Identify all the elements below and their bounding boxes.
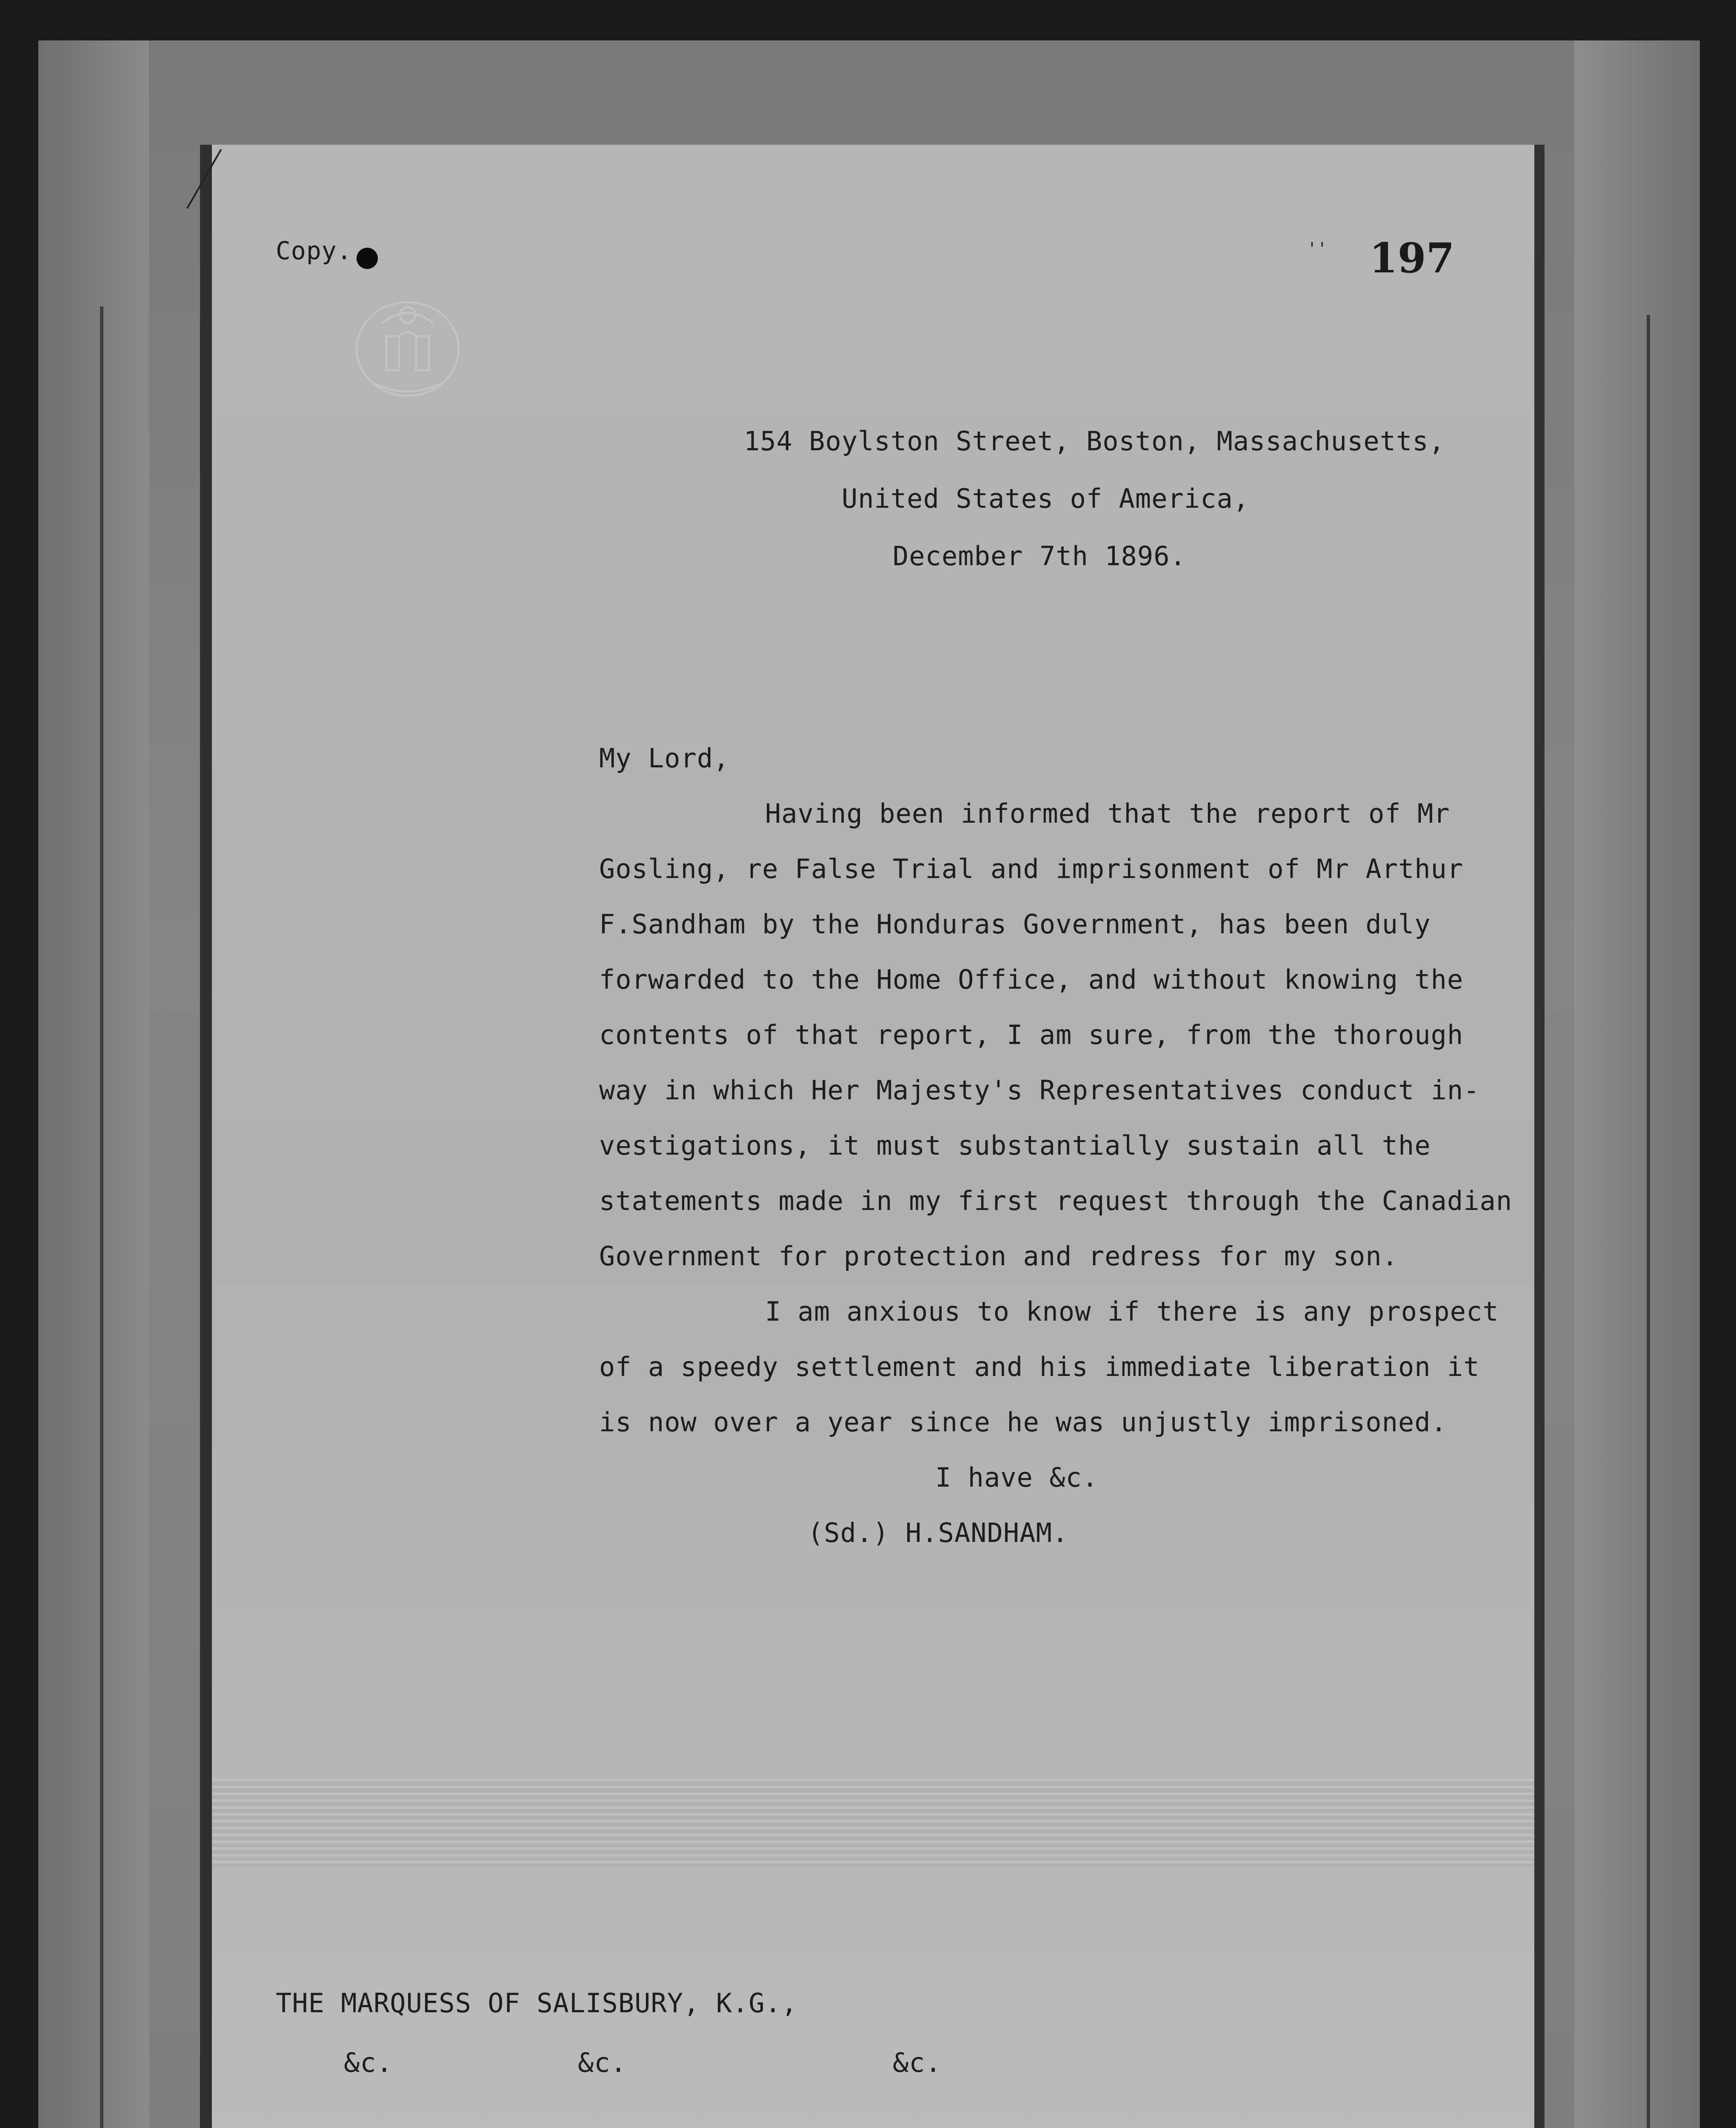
- signature: (Sd.) H.SANDHAM.: [808, 1517, 1069, 1548]
- address-line-1: 154 Boylston Street, Boston, Massachusetts,: [744, 426, 1445, 457]
- fold-band: [212, 1779, 1534, 1868]
- embossed-crest-icon: [335, 285, 480, 409]
- salutation: My Lord,: [599, 743, 730, 774]
- body-line: way in which Her Majesty's Representatives conduct in-: [599, 1075, 1480, 1106]
- ink-dot-icon: [357, 248, 378, 269]
- body-line: forwarded to the Home Office, and without knowing the: [599, 964, 1464, 995]
- body-line: I am anxious to know if there is any prospect: [765, 1296, 1499, 1327]
- body-line: Government for protection and redress for my son.: [599, 1241, 1399, 1272]
- backing-rule-left: [100, 306, 103, 2128]
- body-line: statements made in my first request through the Canadian: [599, 1185, 1513, 1216]
- letter-date: December 7th 1896.: [893, 541, 1186, 572]
- backing-strip-left: [38, 40, 149, 2128]
- body-line: F.Sandham by the Honduras Government, has been duly: [599, 909, 1431, 940]
- body-line: Having been informed that the report of Mr: [765, 798, 1450, 829]
- recipient-etc: &c.: [893, 2047, 942, 2078]
- backing-strip-right: [1574, 40, 1700, 2128]
- copy-label: Copy.: [276, 236, 352, 265]
- recipient-etc: &c.: [344, 2047, 393, 2078]
- recipient-etc: &c.: [578, 2047, 627, 2078]
- body-line: Gosling, re False Trial and imprisonment of Mr Arthur: [599, 853, 1464, 884]
- letter-sheet: [200, 145, 1545, 2128]
- body-line: vestigations, it must substantially sustain all the: [599, 1130, 1431, 1161]
- closing: I have &c.: [935, 1462, 1099, 1493]
- backing-rule-right: [1647, 315, 1650, 2128]
- body-line: is now over a year since he was unjustly imprisoned.: [599, 1407, 1448, 1438]
- address-line-2: United States of America,: [842, 483, 1250, 514]
- body-line: contents of that report, I am sure, from the thorough: [599, 1019, 1464, 1050]
- page-marks: ' ': [1310, 239, 1325, 259]
- body-line: of a speedy settlement and his immediate liberation it: [599, 1351, 1480, 1382]
- page-number: 197: [1369, 234, 1455, 282]
- recipient-name: THE MARQUESS OF SALISBURY, K.G.,: [276, 1988, 798, 2019]
